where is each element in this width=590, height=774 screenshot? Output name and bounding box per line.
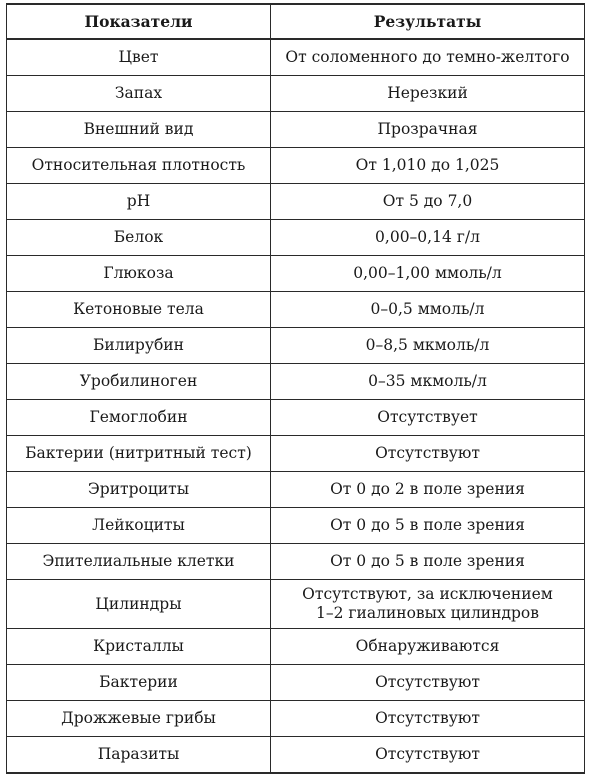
- header-indicators: Показатели: [7, 4, 271, 39]
- table-row: [7, 76, 585, 112]
- indicator-cell: Глюкоза: [7, 256, 271, 292]
- header-results: Результаты: [271, 4, 585, 39]
- table-row: [7, 256, 585, 292]
- indicator-cell: Лейкоциты: [7, 508, 271, 544]
- result-cell-line-1: Отсутствуют, за исключением: [302, 585, 553, 603]
- table-row: [7, 148, 585, 184]
- reference-values-table-container: [6, 3, 584, 774]
- indicator-cell: Внешний вид: [7, 112, 271, 148]
- indicator-cell: Эритроциты: [7, 472, 271, 508]
- table-row: [7, 364, 585, 400]
- result-cell: От 5 до 7,0: [271, 184, 585, 220]
- table-row: [7, 39, 585, 76]
- indicator-cell: Бактерии: [7, 665, 271, 701]
- reference-values-table: [6, 3, 585, 774]
- result-cell: Прозрачная: [271, 112, 585, 148]
- result-cell: 0,00–1,00 ммоль/л: [271, 256, 585, 292]
- table-row: [7, 436, 585, 472]
- table-row: [7, 112, 585, 148]
- result-cell: 0–8,5 мкмоль/л: [271, 328, 585, 364]
- table-row: [7, 184, 585, 220]
- indicator-cell: Бактерии (нитритный тест): [7, 436, 271, 472]
- indicator-cell: Цвет: [7, 39, 271, 76]
- indicator-cell: Билирубин: [7, 328, 271, 364]
- result-cell-line-2: 1–2 гиалиновых цилиндров: [316, 604, 539, 622]
- table-row: [7, 737, 585, 774]
- table-row: [7, 629, 585, 665]
- result-cell: Отсутствует: [271, 400, 585, 436]
- table-row: [7, 508, 585, 544]
- result-cell: 0–0,5 ммоль/л: [271, 292, 585, 328]
- result-cell: От 0 до 5 в поле зрения: [271, 508, 585, 544]
- table-row: [7, 220, 585, 256]
- result-cell: Отсутствуют: [271, 436, 585, 472]
- table-row: [7, 701, 585, 737]
- result-cell: Отсутствуют: [271, 737, 585, 774]
- indicator-cell: Дрожжевые грибы: [7, 701, 271, 737]
- result-cell: Отсутствуют: [271, 665, 585, 701]
- result-cell: Отсутствуют: [271, 701, 585, 737]
- result-cell: От 1,010 до 1,025: [271, 148, 585, 184]
- indicator-cell: Гемоглобин: [7, 400, 271, 436]
- indicator-cell: Кетоновые тела: [7, 292, 271, 328]
- indicator-cell: Относительная плотность: [7, 148, 271, 184]
- indicator-cell: Цилиндры: [7, 580, 271, 629]
- indicator-cell: Уробилиноген: [7, 364, 271, 400]
- table-row: [7, 400, 585, 436]
- indicator-cell: Запах: [7, 76, 271, 112]
- result-cell: Нерезкий: [271, 76, 585, 112]
- result-cell: [271, 580, 585, 629]
- result-cell: 0,00–0,14 г/л: [271, 220, 585, 256]
- table-row: [7, 292, 585, 328]
- indicator-cell: Паразиты: [7, 737, 271, 774]
- result-cell: От 0 до 2 в поле зрения: [271, 472, 585, 508]
- result-cell: Обнаруживаются: [271, 629, 585, 665]
- table-row: [7, 328, 585, 364]
- table-row: [7, 472, 585, 508]
- result-cell: От соломенного до темно-желтого: [271, 39, 585, 76]
- result-cell: От 0 до 5 в поле зрения: [271, 544, 585, 580]
- table-row: [7, 665, 585, 701]
- table-row: [7, 544, 585, 580]
- table-row: [7, 580, 585, 629]
- indicator-cell: Кристаллы: [7, 629, 271, 665]
- result-cell: 0–35 мкмоль/л: [271, 364, 585, 400]
- indicator-cell: pH: [7, 184, 271, 220]
- indicator-cell: Эпителиальные клетки: [7, 544, 271, 580]
- indicator-cell: Белок: [7, 220, 271, 256]
- table-header-row: [7, 4, 585, 39]
